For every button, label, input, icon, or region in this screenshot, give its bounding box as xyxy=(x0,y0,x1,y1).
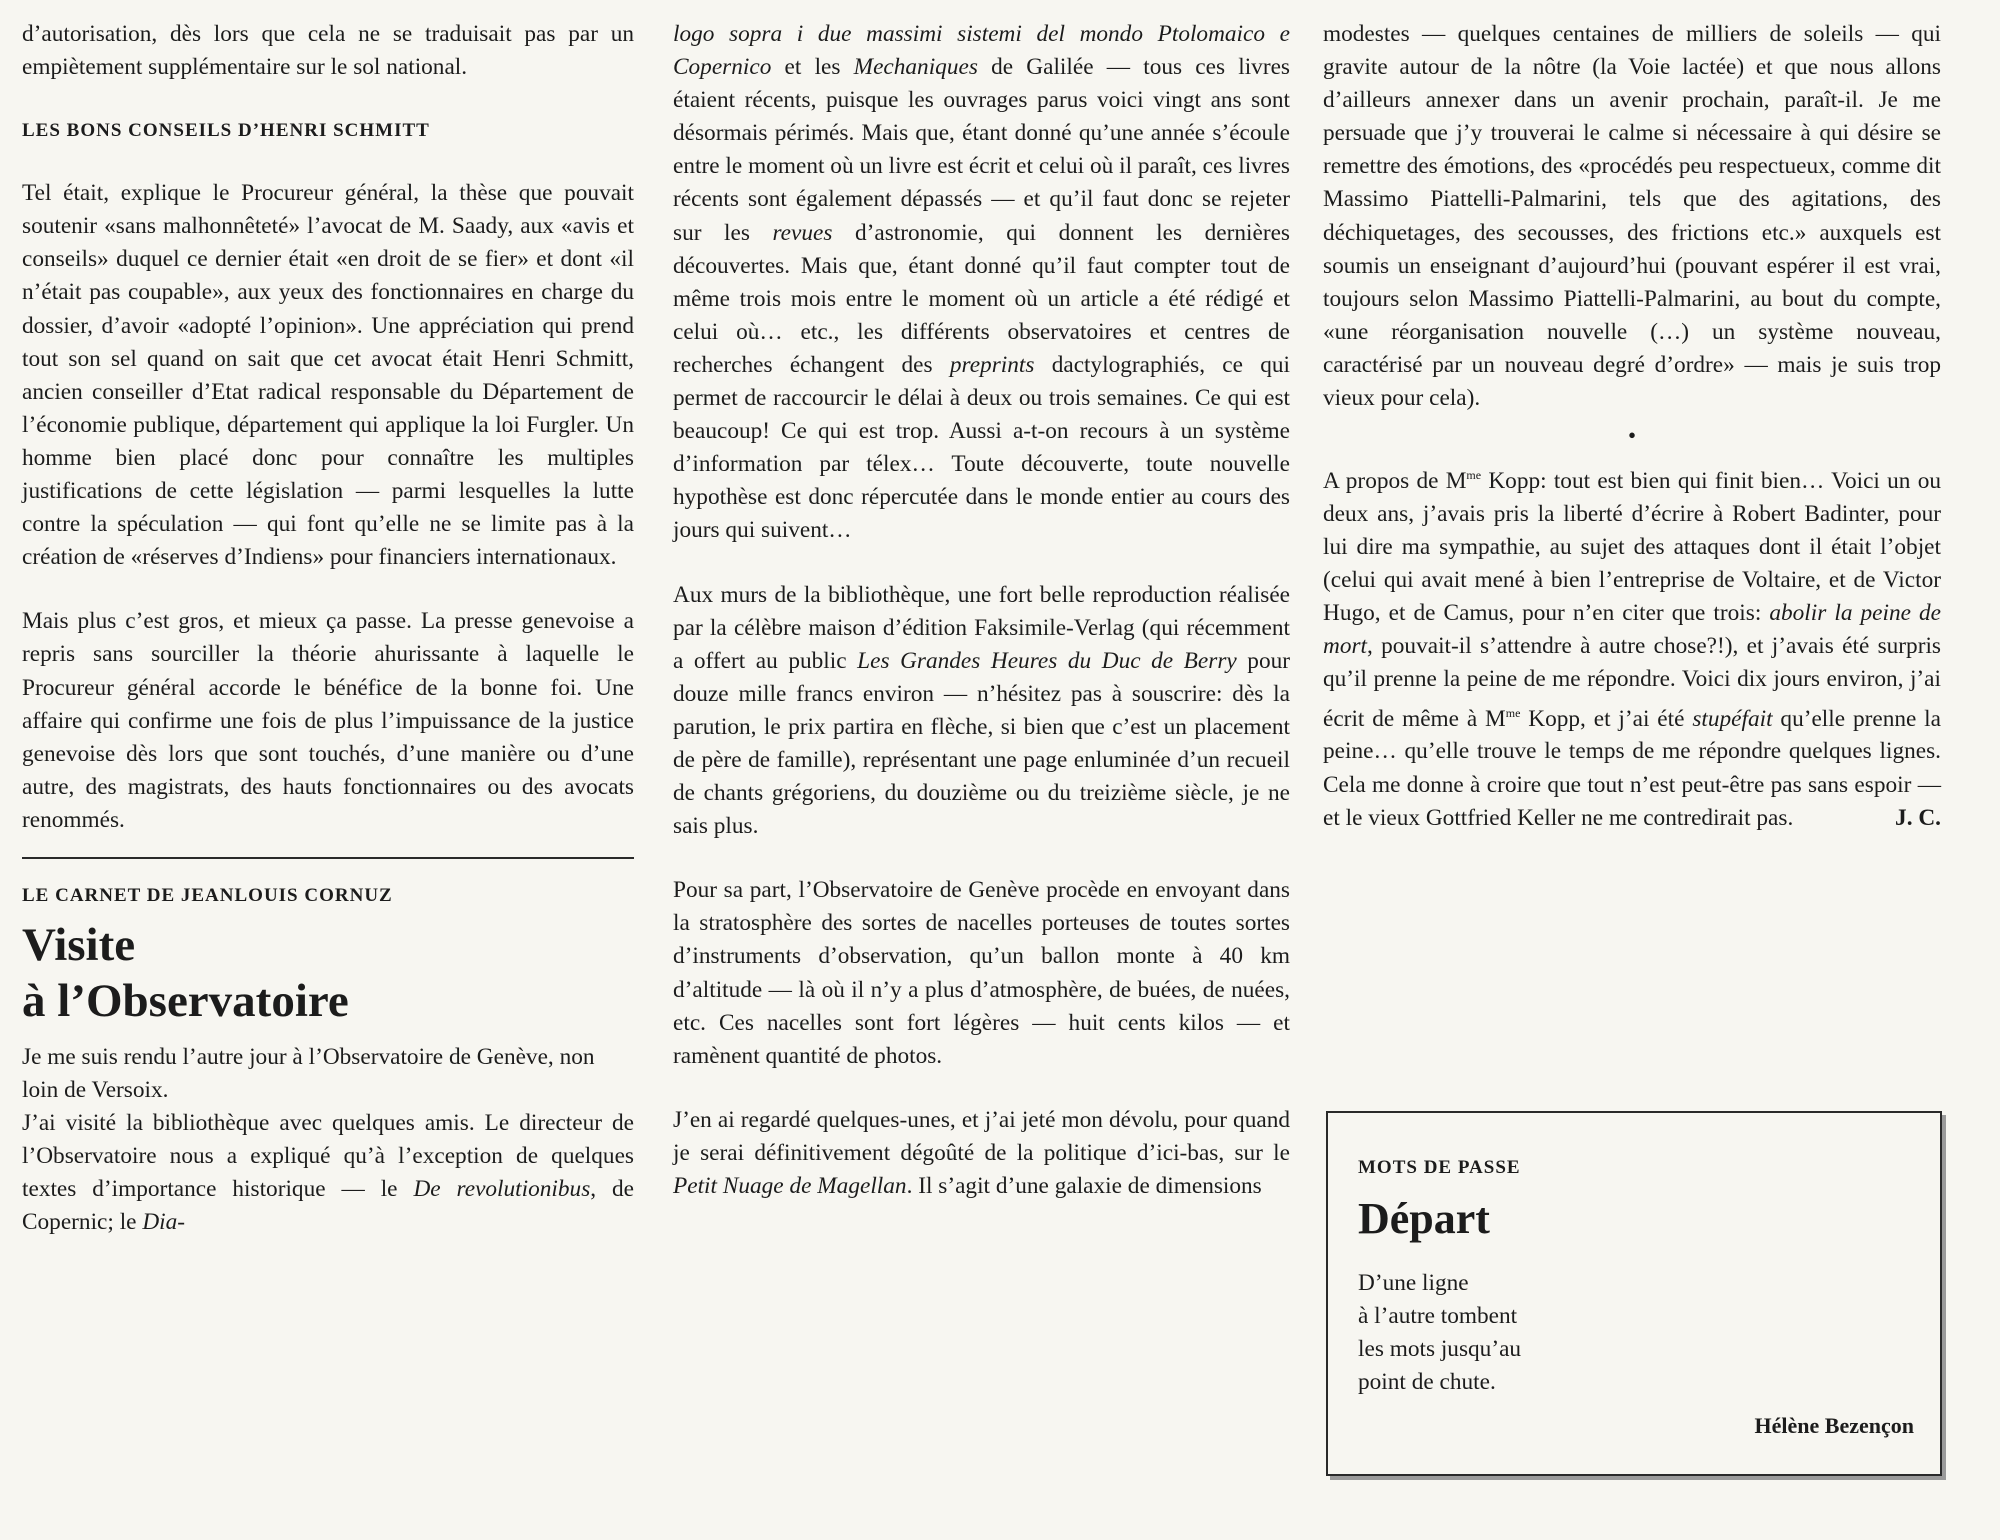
text-run: . Il s’agit d’une galaxie de dimensions xyxy=(906,1173,1262,1199)
section-separator: • xyxy=(1627,423,1637,449)
title-dialogo: logo sopra i due massimi sistemi del mondo Ptolomaico e Copernico xyxy=(673,21,1290,81)
text-run: de Galilée — tous ces livres étaient récents, puisque les ouvrages parus voici vingt ans sont désormais périmés. Mais que, étant donné qu’une année s’écoule entre le moment où un livre est écrit et celui où il paraît, ces livres récents sont également dépassés — et qu’il faut donc se rejeter sur les xyxy=(673,54,1290,246)
title-dialogo-start: Dia- xyxy=(142,1209,186,1236)
title-mechaniques: Mechaniques xyxy=(853,54,978,81)
paragraph-nacelles: Pour sa part, l’Observatoire de Genève procède en envoyant dans la stratosphère des sortes de nacelles porteuses de toutes sortes d’instruments d’observation, qu’un ballon monte à 40 km d’altitude — là où il n’y a plus d’atmosphère, de buées, de nuées, etc. Ces nacelles sont fort légères — huit cents kilos — et ramènent quantité de photos. xyxy=(673,877,1290,1069)
italic-stupefait: stupéfait xyxy=(1692,705,1773,732)
paragraph-bibliotheque xyxy=(673,18,1290,548)
headline-line-1: Visite xyxy=(22,918,136,971)
title-de-revolutionibus: De revolutionibus xyxy=(413,1176,591,1203)
intro-paragraph-1: Je me suis rendu l’autre jour à l’Observatoire de Genève, non loin de Versoix. xyxy=(22,1043,595,1104)
subheading-schmitt: LES BONS CONSEILS D’HENRI SCHMITT xyxy=(22,120,430,142)
text-run: , de Copernic; le xyxy=(22,1176,635,1236)
article-intro xyxy=(22,1041,634,1240)
paragraph-galaxie: modestes — quelques centaines de milliers de soleils — qui gravite autour de la nôtre (la Voie lactée) et que nous allons d’ailleurs annexer dans un avenir prochain, paraît-il. Je me persuade que j’y trouverai le calme si nécessaire à qui désire se remettre des émotions, des «procédés peu respectueux, comme dit Massimo Piattelli-Palmarini, tels que des agitations, des déchiquetages, des secousses, des frictions etc.» auxquels est soumis un enseignant d’aujourd’hui (pouvant espérer il est vrai, toujours selon Massimo Piattelli-Palmarini, au bout du compte, «une réorganisation nouvelle (…) un système nouveau, caractérisé par un nouveau degré d’ordre» — mais je suis trop vieux pour cela). xyxy=(1323,21,1941,412)
text-run: d’astronomie, qui donnent les dernières découvertes. Mais que, étant donné qu’il faut compter tout de même trois mois entre le moment où un article a été rédigé et celui où… etc., les différents observatoires et centres de recherches échangent des xyxy=(673,219,1290,378)
column-1 xyxy=(22,18,634,1240)
poem-text xyxy=(1358,1267,1914,1399)
superscript: me xyxy=(1505,705,1521,720)
italic-preprints: preprints xyxy=(949,351,1035,378)
paragraph-presse: Mais plus c’est gros, et mieux ça passe. La presse genevoise a repris sans sourciller la théorie ahurissante à laquelle le Procureur général accorde le bénéfice de la bonne foi. Une affaire qui confirme une fois de plus l’impuissance de la justice genevoise dès lors que sont touchés, d’une manière ou d’une autre, des magistrats, des hauts fonctionnaires ou des avocats renommés. xyxy=(22,608,634,833)
poem-line: point de chute. xyxy=(1358,1369,1496,1395)
text-run: pour douze mille francs environ — n’hésitez pas à souscrire: dès la parution, le prix partira en flèche, si bien que c’est un placement de père de famille), représentant une page enluminée d’un recueil de chants grégoriens, du douzième ou du treizième siècle, je ne sais plus. xyxy=(673,647,1291,840)
headline-line-2: à l’Observatoire xyxy=(22,974,349,1027)
article-headline xyxy=(22,917,634,1029)
poem-line: les mots jusqu’au xyxy=(1358,1336,1522,1362)
section-divider xyxy=(22,857,634,859)
text-run: dactylographiés, ce qui permet de raccourcir le délai à deux ou trois semaines. Ce qui est beaucoup! Ce qui est trop. Aussi a-t-on recours à un système d’information par télex… Toute découverte, toute nouvelle hypothèse est donc répercutée dans le monde entier au cours des jours qui suivent… xyxy=(673,351,1290,544)
signature: J. C. xyxy=(1895,804,1941,831)
text-run: Kopp: tout est bien qui finit bien… Voici un ou deux ans, j’avais pris la liberté d’écrire à Robert Badinter, pour lui dire ma sympathie, au sujet des attaques dont il était l’objet (celui qui avait mené à bien l’entreprise de Voltaire, et de Victor Hugo, et de Camus, pour n’en citer que trois: xyxy=(1323,467,1941,627)
paragraph-schmitt: Tel était, explique le Procureur général, la thèse que pouvait soutenir «sans malhonnêteté» l’avocat de M. Saady, aux «avis et conseils» duquel ce dernier était «en droit de se fier» et dont «il n’était pas coupable», aux yeux des fonctionnaires en charge du dossier, d’avoir «adopté l’opinion». Une appréciation qui prend tout son sel quand on sait que cet avocat était Henri Schmitt, ancien conseiller d’Etat radical responsable du Département de l’économie publique, département qui applique la loi Furgler. Un homme bien placé donc pour connaître les multiples justifications de cette législation — parmi lesquelles la lutte contre la spéculation — qui font qu’elle ne se limite pas à la création de «réserves d’Indiens» pour financiers internationaux. xyxy=(22,180,634,571)
poem-title: Départ xyxy=(1358,1194,1490,1243)
column-2 xyxy=(673,18,1290,1203)
text-run: A propos de M xyxy=(1323,467,1467,494)
text-run: et les xyxy=(771,54,854,81)
column-3 xyxy=(1323,18,1941,835)
section-kicker: LE CARNET DE JEANLOUIS CORNUZ xyxy=(22,884,393,906)
paragraph-opening: d’autorisation, dès lors que cela ne se traduisait pas par un empiètement supplémentaire sur le sol national. xyxy=(22,21,634,81)
text-run: J’en ai regardé quelques-unes, et j’ai jeté mon dévolu, pour quand je serai définitivement dégoûté de la politique d’ici-bas, sur le xyxy=(673,1106,1290,1166)
paragraph-reproduction xyxy=(673,579,1290,844)
poem-box xyxy=(1326,1111,1942,1476)
text-run: Aux murs de la bibliothèque, une fort belle reproduction réalisée par la célèbre maison d’édition Faksimile-Verlag (qui récemment a offert au public xyxy=(673,581,1290,674)
text-run: qu’elle prenne la peine… qu’elle trouve le temps de me répondre quelques lignes. Cela me donne à croire que tout n’est peut-être pas sans espoir — et le vieux Gottfried Keller ne me contredirait pas. xyxy=(1323,705,1941,831)
italic-abolir: abolir la peine de mort xyxy=(1323,600,1941,660)
poem-line: D’une ligne xyxy=(1358,1270,1469,1296)
poem-kicker: MOTS DE PASSE xyxy=(1358,1157,1521,1178)
italic-petit-nuage: Petit Nuage de Magellan xyxy=(673,1173,907,1199)
poem-author: Hélène Bezençon xyxy=(1754,1413,1914,1438)
text-run: Kopp, et j’ai été xyxy=(1520,705,1693,732)
paragraph-kopp xyxy=(1323,459,1941,835)
intro-paragraph-2 xyxy=(22,1107,634,1239)
italic-revues: revues xyxy=(772,219,833,246)
text-run: , pouvait-il s’attendre à autre chose?!), et j’avais été surpris qu’il prenne la peine de me répondre. Voici dix jours environ, j’ai écrit de même à M xyxy=(1323,633,1941,732)
title-grandes-heures: Les Grandes Heures du Duc de Berry xyxy=(857,647,1237,674)
superscript: me xyxy=(1466,468,1482,483)
poem-line: à l’autre tombent xyxy=(1358,1303,1518,1329)
paragraph-magellan xyxy=(673,1104,1290,1203)
text-run: J’ai visité la bibliothèque avec quelques amis. Le directeur de l’Observatoire nous a expliqué qu’à l’exception de quelques textes d’importance historique — le xyxy=(22,1110,634,1203)
